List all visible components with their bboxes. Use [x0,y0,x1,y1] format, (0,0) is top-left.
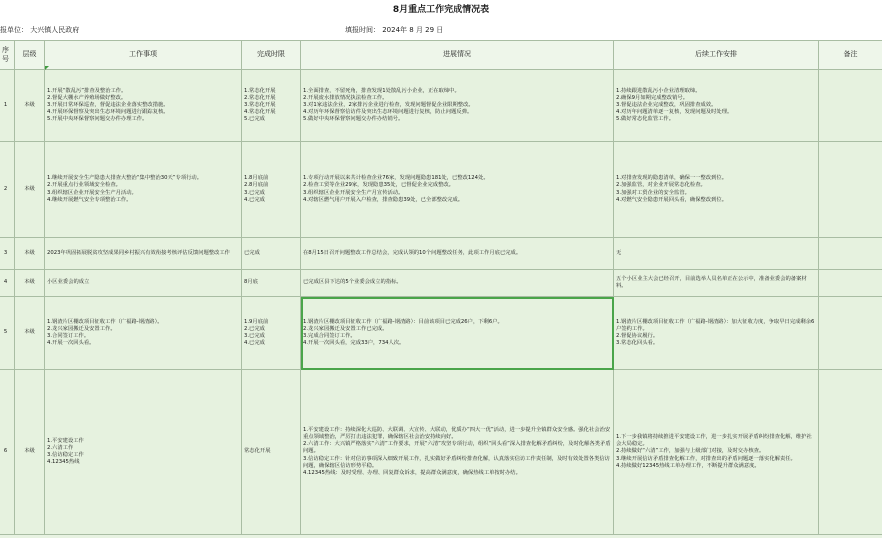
cell-item[interactable]: 1.钢渣片区棚改项目征收工作（广福路-钢渣路）。 2.龙兴家园搬迁及安置工作。 3.合同签订工作。 4.开展一次回头看。 [45,297,242,370]
cell-level[interactable]: 本级 [15,370,45,535]
header-progress[interactable]: 进展情况 [301,41,614,70]
cell-no[interactable]: 5 [0,297,15,370]
cell-followup[interactable]: 1.下一步我镇将持续推进平安建设工作，进一步扎实开展矛盾纠纷排查化解，维护社会大局稳定。 2.持续做好“六清”工作，加强与上级部门对接，及时交办核查。 3.继续开展信访矛盾排查化解工作，对排查出的矛盾问题逐一落实化解责任。 4.持续做好12345热线工单办理工作，不断提升群众满意度。 [614,370,819,535]
header-no[interactable]: 序号 [0,41,15,70]
header-item[interactable]: 工作事项 [45,41,242,70]
fill-date: 填报时间： 2024年 8 月 29 日 [345,26,444,34]
cell-progress[interactable]: 1.专项行动开展以来共计检查企业76家，发现问题隐患181处，已整改124处。 2.检查工贸等企业29家，发现隐患35处，已督促企业完成整改。 3.组织辖区企业开展安全生产月宣传活动。 4.对辖区燃气用户开展入户检查，排查隐患39处，已全部整改完成。 [301,142,614,238]
cell-remark[interactable] [819,370,882,535]
report-title: 8月重点工作完成情况表 [0,0,882,20]
cell-progress-selected[interactable]: 1.钢渣片区棚改项目征收工作（广福路-钢渣路）：目前该项目已完成26户，下剩6户。 2.龙兴家园搬迁及安置工作已完成。 3.完成合同签订工作。 4.开展一次回头看，完成33户，734人次。 [301,297,614,370]
table-row [0,142,882,238]
cell-deadline[interactable]: 1.常态化开展 2.常态化开展 3.常态化开展 4.常态化开展 5.已完成 [242,70,301,142]
cell-level[interactable]: 本级 [15,238,45,270]
report-meta [0,20,882,41]
cell-remark[interactable] [819,270,882,297]
header-deadline[interactable]: 完成时限 [242,41,301,70]
cell-deadline[interactable]: 1.8月底前 2.8月底前 3.已完成 4.已完成 [242,142,301,238]
cell-remark[interactable] [819,142,882,238]
comment-indicator-icon [45,66,49,70]
cell-followup[interactable]: 五个小区业主大会已经召开，目前选举人员名单正在公示中，准备业委会的备案材料。 [614,270,819,297]
cell-followup[interactable]: 1.钢渣片区棚改项目征收工作（广福路-钢渣路）：加大征收力度，争取早日完成剩余6户签约工作。 2.督促协议履行。 3.常态化回头看。 [614,297,819,370]
cell-no[interactable]: 6 [0,370,15,535]
reporting-unit: 报单位： 大兴镇人民政府 [0,26,80,34]
cell-level[interactable]: 本级 [15,70,45,142]
header-followup[interactable]: 后续工作安排 [614,41,819,70]
cell-followup[interactable]: 无 [614,238,819,270]
cell-item[interactable]: 1.继续开展安全生产隐患大排查大整治“集中整治30天”专项行动。 2.开展重点行业领域安全检查。 3.组织辖区企业开展安全生产月活动。 4.继续开展燃气安全专项整治工作。 [45,142,242,238]
header-row [0,41,882,70]
cell-remark[interactable] [819,238,882,270]
cell-item[interactable]: 2023年巩固拓展脱贫攻坚成果同乡村振兴有效衔接考核评估反馈问题整改工作 [45,238,242,270]
cell-level[interactable]: 本级 [15,297,45,370]
work-table [0,40,882,535]
table-row [0,370,882,535]
cell-followup[interactable]: 1.对排查发现的隐患清单，确保一一整改到位。 2.加强监管，对企业开展常态化检查。 3.加强对工贸企业的安全监管。 4.对燃气安全隐患开展回头看，确保整改到位。 [614,142,819,238]
cell-deadline[interactable]: 已完成 [242,238,301,270]
cell-remark[interactable] [819,70,882,142]
cell-deadline[interactable]: 8月底 [242,270,301,297]
cell-progress[interactable]: 已完成区县下达的5个业委会成立的指标。 [301,270,614,297]
cell-progress[interactable]: 在8月15日召开问题整改工作总结会，完成认领的10个问题整改任务，此项工作月底已完成。 [301,238,614,270]
cell-level[interactable]: 本级 [15,142,45,238]
header-remark[interactable]: 备注 [819,41,882,70]
cell-item[interactable]: 小区业委会的成立 [45,270,242,297]
cell-remark[interactable] [819,297,882,370]
cell-no[interactable]: 2 [0,142,15,238]
cell-deadline[interactable]: 常态化开展 [242,370,301,535]
table-row [0,297,882,370]
cell-progress[interactable]: 1.全面排查，不留死角，排查发现1处散乱污小企业，正在取缔中。 2.开展废水排放情况执法检查工作。 3.对1家违法企业，2家排污企业进行检查，发现问题督促企业限期整改。 4.对历年环保督察信访件及突出生态环境问题进行复核，防止问题反弹。 5.做好中央环保督察问题交办件办结销号。 [301,70,614,142]
cell-no[interactable]: 1 [0,70,15,142]
cell-level[interactable]: 本级 [15,270,45,297]
table-row [0,238,882,270]
cell-item[interactable]: 1.开展“散乱污”排查及整治工作。 2.督促大棚水产养殖场做好整改。 3.开展日常环保巡查，督促违法企业落实整改措施。 4.开展环保督察及突出生态环境问题进行跟踪复核。 5.开展中央环保督察问题交办件办理工作。 [45,70,242,142]
cell-progress[interactable]: 1.平安建设工作：持续深化大巡防、大联调、大宣传、大联动，优质办“四大一优”活动，进一步提升全镇群众安全感。强化社会治安重点领域整治，严厉打击违法犯罪，确保辖区社会治安持续向好。 2.六清工作：大兴镇严格落实“六清”工作要求，开展“六清”攻坚专项行动，组织“回头看”深入排查化解矛盾纠纷，及时化解各类矛盾问题。 3.信访稳定工作：针对信访事项深入细致开展工作，扎实做好矛盾纠纷排查化解，认真落实信访工作责任制，及时有效处置各类信访问题，确保辖区信访形势平稳。 4.12345热线：及时受理、办理、回复群众诉求，提高群众满意度，确保热线工单按时办结。 [301,370,614,535]
table-row [0,70,882,142]
cell-no[interactable]: 3 [0,238,15,270]
cell-deadline[interactable]: 1.9月底前 2.已完成 3.已完成 4.已完成 [242,297,301,370]
cell-followup[interactable]: 1.持续跟进散乱污小企业清理取缔。 2.确保9月如期完成整改销号。 3.督促违法企业完成整改，巩固排查成效。 4.对历年问题清单逐一复核，发现问题及时处理。 5.做好常态化监管工作。 [614,70,819,142]
table-row [0,270,882,297]
header-level[interactable]: 层级 [15,41,45,70]
cell-no[interactable]: 4 [0,270,15,297]
cell-item[interactable]: 1.平安建设工作 2.六清工作 3.信访稳定工作 4.12345热线 [45,370,242,535]
